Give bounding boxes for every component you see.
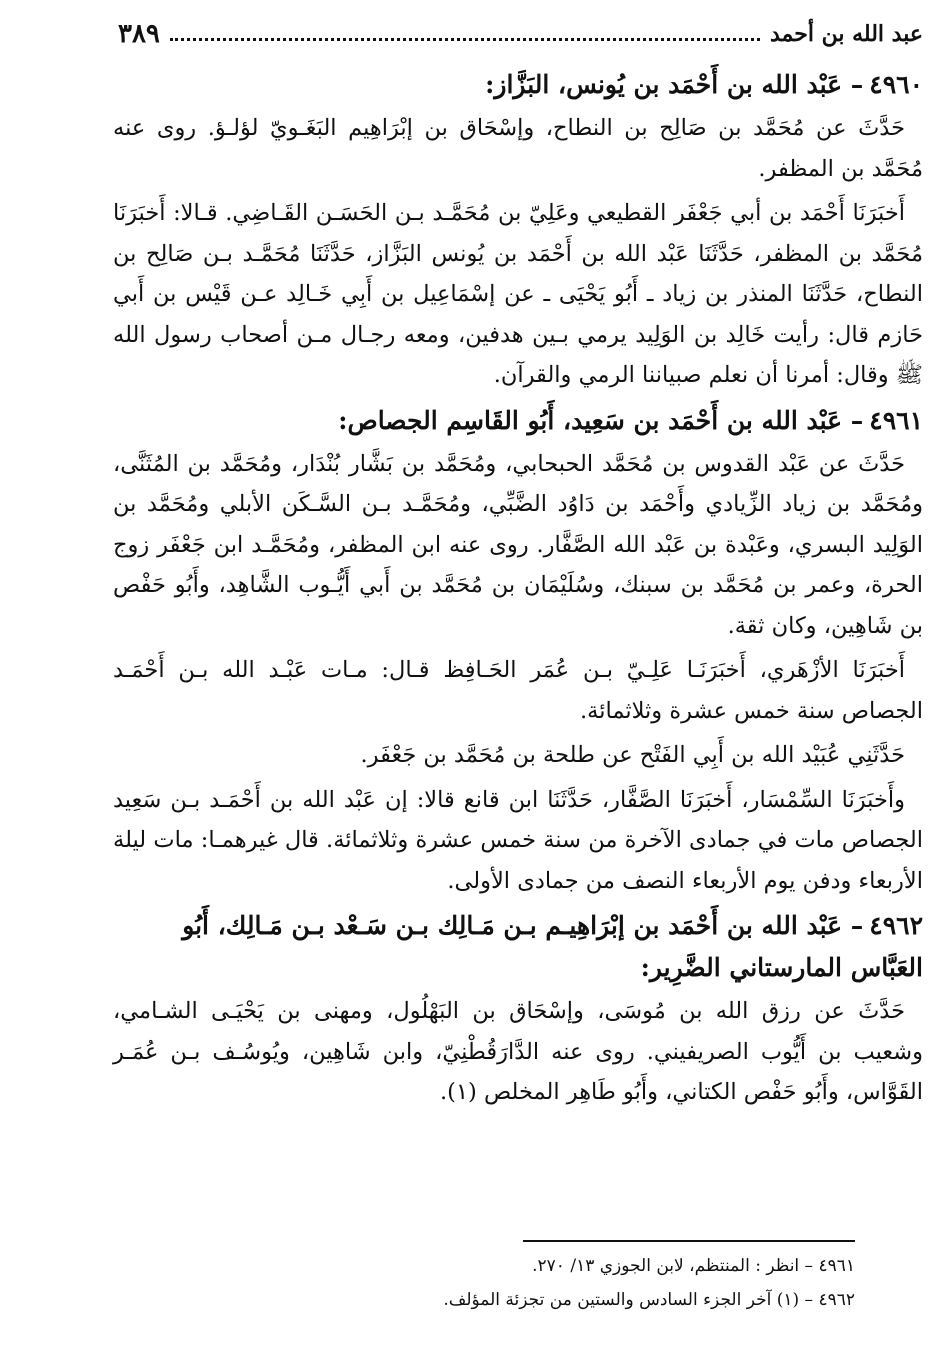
entry-number: ٤٩٦٠ <box>869 70 923 99</box>
entry-paragraph: أَخبَرَنَا الأزْهَري، أَخبَرَنَـا عَلِـيّ بـن عُمَر الحَـافِظ قـال: مـات عَبْـد الله بـن أَحْمَـد الجصاص سنة خمس عشرة وثلاثمائة. <box>113 657 923 724</box>
entry-paragraph: وأَخبَرَنَا السِّمْسَار، أَخبَرَنَا الصَّفَّار، حَدَّثَنَا ابن قانع قالا: إن عَبْد الله بن أَحْمَـد بـن سَعِيد الجصاص مات في جمادى الآخرة من سنة خمس عشرة وثلاثمائة. قال غيرهمـا: مات ليلة الأربعاء ودفن يوم الأربعاء النصف من جمادى الأولى. <box>113 786 923 894</box>
entry-paragraph: حَدَّثَنِي عُبَيْد الله بن أَبِي الفَتْح عن طلحة بن مُحَمَّد بن جَعْفَر. <box>360 742 905 768</box>
entry-title: – عَبْد الله بن أَحْمَد بن يُونس، البَزَّاز: <box>485 70 864 99</box>
entry-number: ٤٩٦٢ <box>869 911 923 940</box>
entry-paragraph: حَدَّثَ عن رزق الله بن مُوسَى، وإسْحَاق بن البَهْلُول، ومهنى بن يَحْيَـى الشـامي، وشعيب بن أَيُّوب الصريفيني. روى عنه الدَّارَقُطْنِيّ، وابن شَاهِين، ويُوسُـف بـن عُمَـر القَوَّاس، وأَبُو حَفْص الكتاني، وأَبُو طَاهِر المخلص (١). <box>113 998 923 1105</box>
footnotes <box>380 1249 855 1317</box>
running-header <box>118 14 923 54</box>
entry-heading <box>113 400 923 442</box>
entry-heading <box>113 64 923 106</box>
entry-paragraph: أَخبَرَنَا أَحْمَد بن أبي جَعْفَر القطيعي وعَلِيّ بن مُحَمَّـد بـن الحَسَـن القَـاضِي. قـالا: أَخبَرَنَا مُحَمَّد بن المظفر، حَدَّثَنَا عَبْد الله بن أَحْمَد بن يُونس البَزَّاز، حَدَّثَنَا مُحَمَّـد بـن صَالِح بن النطاح، حَدَّثَنَا المنذر بن زياد ـ أَبُو يَحْيَى ـ عن إسْمَاعِيل بن أَبِي خَـالِد عـن قَيْس بن أَبي حَازم قال: رأيت خَالِد بن الوَلِيد يرمي بـين هدفين، ومعه رجـال مـن أصحاب رسول الله ﷺ وقال: أمرنا أن نعلم صبياننا الرمي والقرآن. <box>113 200 923 388</box>
entry-4961 <box>113 400 923 902</box>
entry-paragraph: حَدَّثَ عن عَبْد القدوس بن مُحَمَّد الحبحابي، ومُحَمَّد بن بَشَّار بُنْدَار، ومُحَمَّد بن المُثَنَّى، ومُحَمَّد بن زياد الزِّيادي وأَحْمَد بن دَاوُد الضَّبِّي، ومُحَمَّـد بـن السَّـكَن الأبلي ومُحَمَّد بن الوَلِيد البسري، وعَبْدة بن عَبْد الله الصَّفَّار. روى عنه ابن المظفر، ومُحَمَّـد ابن جَعْفَر زوج الحرة، وعمر بن مُحَمَّد بن سبنك، وسُلَيْمَان بن مُحَمَّد بن أَبي أَيُّـوب الشَّاهِد، وأَبُو حَفْص بن شَاهِين، وكان ثقة. <box>113 450 923 639</box>
entry-4960 <box>113 64 923 396</box>
page-number: ٣٨٩ <box>118 19 160 49</box>
entry-paragraph: حَدَّثَ عن مُحَمَّد بن صَالِح بن النطاح، وإسْحَاق بن إبْرَاهِيم البَغَـويّ لؤلـؤ. روى عنه مُحَمَّد بن المظفر. <box>113 115 923 182</box>
entry-number: ٤٩٦١ <box>869 405 923 435</box>
footnote: ٤٩٦٢ – (١) آخر الجزء السادس والستين من تجزئة المؤلف. <box>443 1290 855 1310</box>
page-body <box>113 64 923 1117</box>
entry-title: – عَبْد الله بن أَحْمَد بن إبْرَاهِيـم بـن مَـالِك بـن سَـعْد بـن مَـالِك، أَبُو العَبَّاس المارستاني الضَّرِير: <box>182 911 923 982</box>
entry-title: – عَبْد الله بن أَحْمَد بن سَعِيد، أَبُو القَاسِم الجصاص: <box>338 405 864 435</box>
leader-dots <box>170 38 760 41</box>
footnote: ٤٩٦١ – انظر : المنتظم، لابن الجوزي ١٣/ ٢٧٠. <box>532 1256 855 1276</box>
entry-4962 <box>113 905 923 1113</box>
entry-heading <box>113 905 923 989</box>
running-title: عبد الله بن أحمد <box>769 21 923 47</box>
footnote-separator <box>523 1240 855 1242</box>
